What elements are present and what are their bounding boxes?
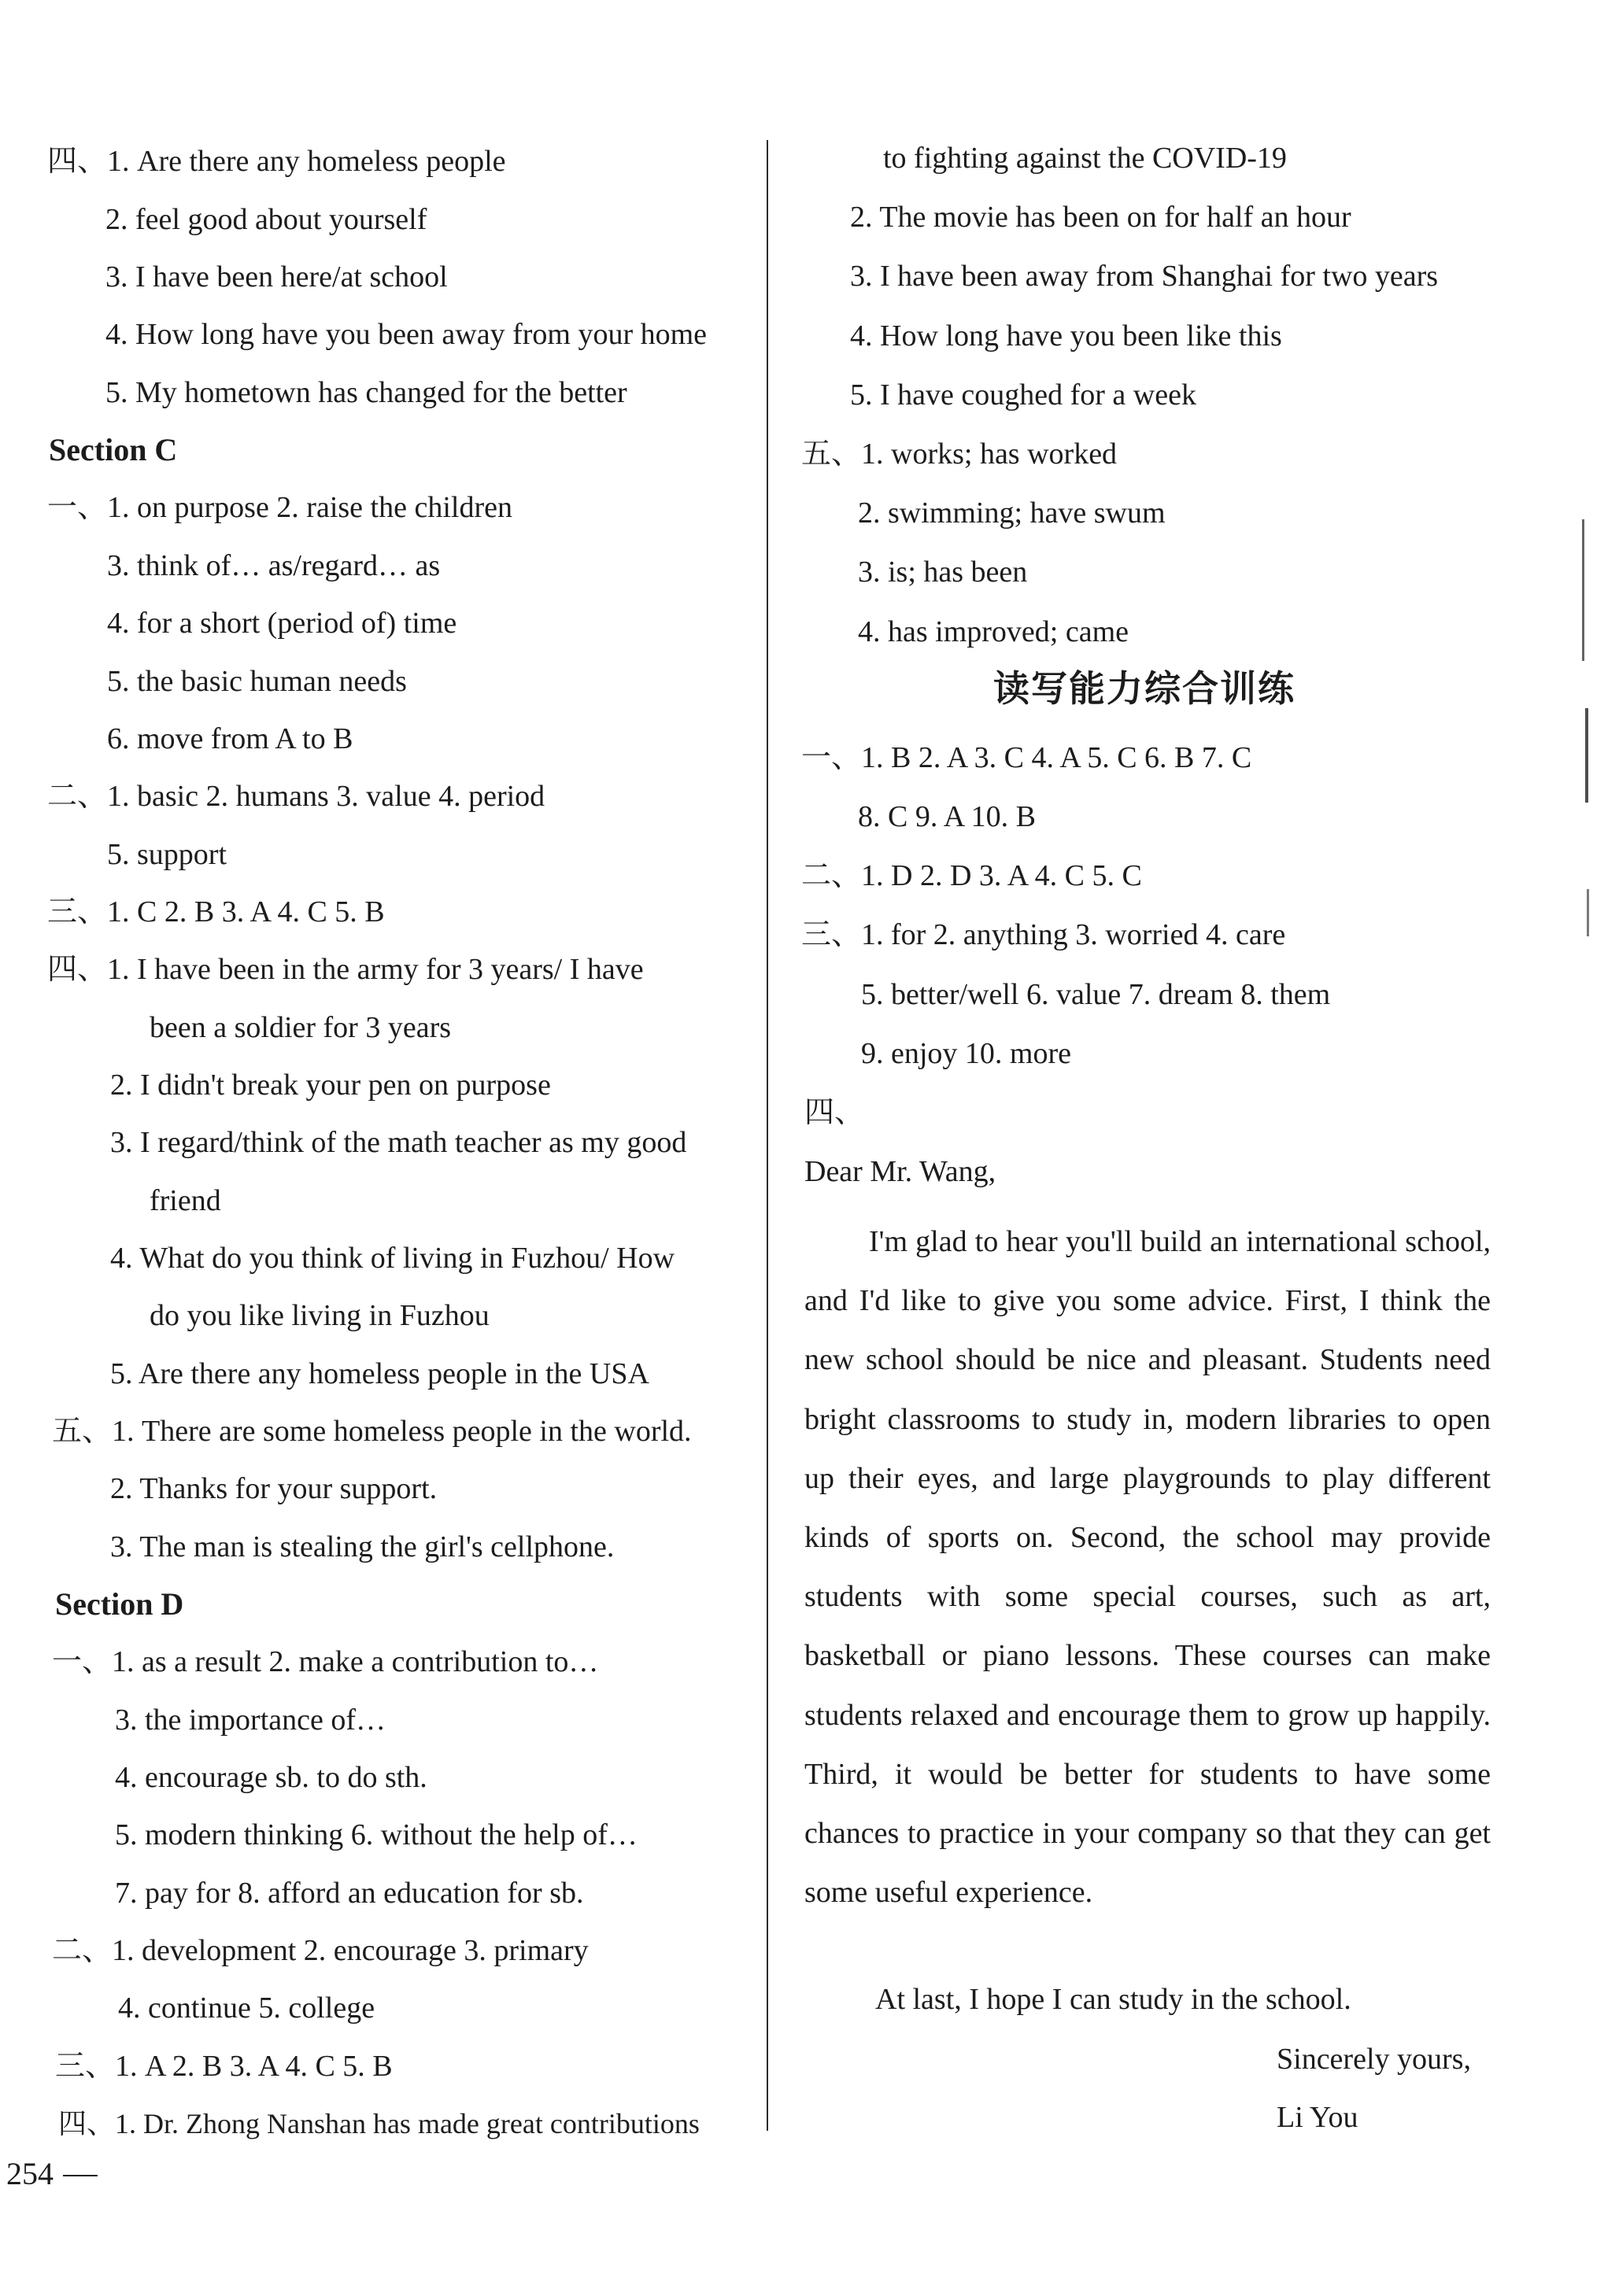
answer-line: 五、1. works; has worked [801,437,1118,471]
answer-line: 8. C 9. A 10. B [858,800,1036,833]
answer-line: 4. What do you think of living in Fuzhou/ How [110,1242,675,1275]
answer-line: 五、1. There are some homeless people in the world. [52,1415,692,1448]
answer-line: 一、1. on purpose 2. raise the children [47,491,512,524]
column-divider [767,140,768,2131]
answer-line: 四、1. I have been in the army for 3 years/ I have [47,953,644,986]
answer-line: do you like living in Fuzhou [150,1299,490,1332]
answer-line: 一、1. as a result 2. make a contribution to… [52,1645,599,1678]
section-heading: Section C [49,432,178,467]
section-title: 读写能力综合训练 [993,667,1296,710]
answer-line: 2. swimming; have swum [858,496,1166,530]
answer-line: 4. continue 5. college [118,1991,375,2025]
letter-closing-line: At last, I hope I can study in the school. [875,1983,1351,2016]
section-heading: Section D [55,1586,184,1622]
answer-line: 3. The man is stealing the girl's cellphone. [110,1530,615,1563]
answer-line: 二、1. development 2. encourage 3. primary [52,1934,589,1967]
answer-line: 4. for a short (period of) time [107,607,457,640]
answer-line: 6. move from A to B [107,722,353,755]
letter-signature: Li You [1277,2101,1358,2134]
letter-closing: Sincerely yours, [1277,2043,1471,2076]
answer-line: 5. better/well 6. value 7. dream 8. them [861,978,1331,1011]
answer-line: friend [150,1184,221,1217]
answer-line: 4. encourage sb. to do sth. [115,1761,427,1794]
answer-line: 3. think of… as/regard… as [107,549,441,582]
answer-line: 5. My hometown has changed for the better [105,376,627,409]
scan-edge-mark [1582,519,1584,661]
answer-line: 四、1. Are there any homeless people [47,145,506,178]
answer-line: 4. How long have you been like this [850,319,1282,353]
answer-line: 四、1. Dr. Zhong Nanshan has made great contributions [58,2108,700,2139]
answer-line: 5. modern thinking 6. without the help of… [115,1818,638,1851]
answer-line: 4. has improved; came [858,615,1129,648]
answer-line: 二、1. D 2. D 3. A 4. C 5. C [801,859,1142,892]
answer-line: 5. the basic human needs [107,665,407,698]
answer-line: been a soldier for 3 years [150,1011,452,1044]
scan-edge-mark [1585,708,1588,803]
letter-salutation: Dear Mr. Wang, [804,1155,996,1188]
answer-line: 5. support [107,838,227,871]
answer-line: 7. pay for 8. afford an education for sb. [115,1877,584,1910]
answer-line: 5. Are there any homeless people in the USA [110,1357,649,1390]
answer-line: 2. feel good about yourself [105,203,427,236]
answer-line: 三、1. A 2. B 3. A 4. C 5. B [55,2050,393,2083]
answer-line: 3. I have been here/at school [105,260,448,293]
answer-line: 四、 [804,1096,865,1129]
answer-line: 3. the importance of… [115,1704,386,1737]
page-number-dash [63,2175,98,2176]
answer-line: 三、1. C 2. B 3. A 4. C 5. B [47,895,385,928]
answer-line: 二、1. basic 2. humans 3. value 4. period [47,780,545,813]
answer-line: 3. I have been away from Shanghai for two years [850,260,1439,293]
answer-line: 3. I regard/think of the math teacher as my good [110,1126,687,1159]
answer-line: 2. I didn't break your pen on purpose [110,1069,551,1102]
answer-line: 2. Thanks for your support. [110,1472,438,1505]
answer-line: to fighting against the COVID-19 [883,142,1287,175]
answer-line: 4. How long have you been away from your home [105,318,708,351]
letter-body: I'm glad to hear you'll build an international school, and I'd like to give you some advice. First, I think the new school should be nice and pleasant. Students need bright classrooms to study in, modern libraries to open up their eyes, and large playgrounds to play different kinds of sports on. Second, the school may provide students with some special courses, such as art, basketball or piano lessons. These courses can make students relaxed and encourage them to grow up happily. Third, it would be better for students to have some chances to practice in your company so that they can get some useful experience. [804,1225,1491,1910]
page-number: 254 [6,2156,54,2191]
scan-edge-mark [1587,889,1589,936]
answer-line: 三、1. for 2. anything 3. worried 4. care [801,918,1286,951]
answer-line: 5. I have coughed for a week [850,378,1196,412]
answer-line: 3. is; has been [858,556,1028,589]
answer-line: 2. The movie has been on for half an hour [850,201,1351,234]
answer-line: 一、1. B 2. A 3. C 4. A 5. C 6. B 7. C [801,741,1252,774]
answer-line: 9. enjoy 10. more [861,1037,1072,1070]
